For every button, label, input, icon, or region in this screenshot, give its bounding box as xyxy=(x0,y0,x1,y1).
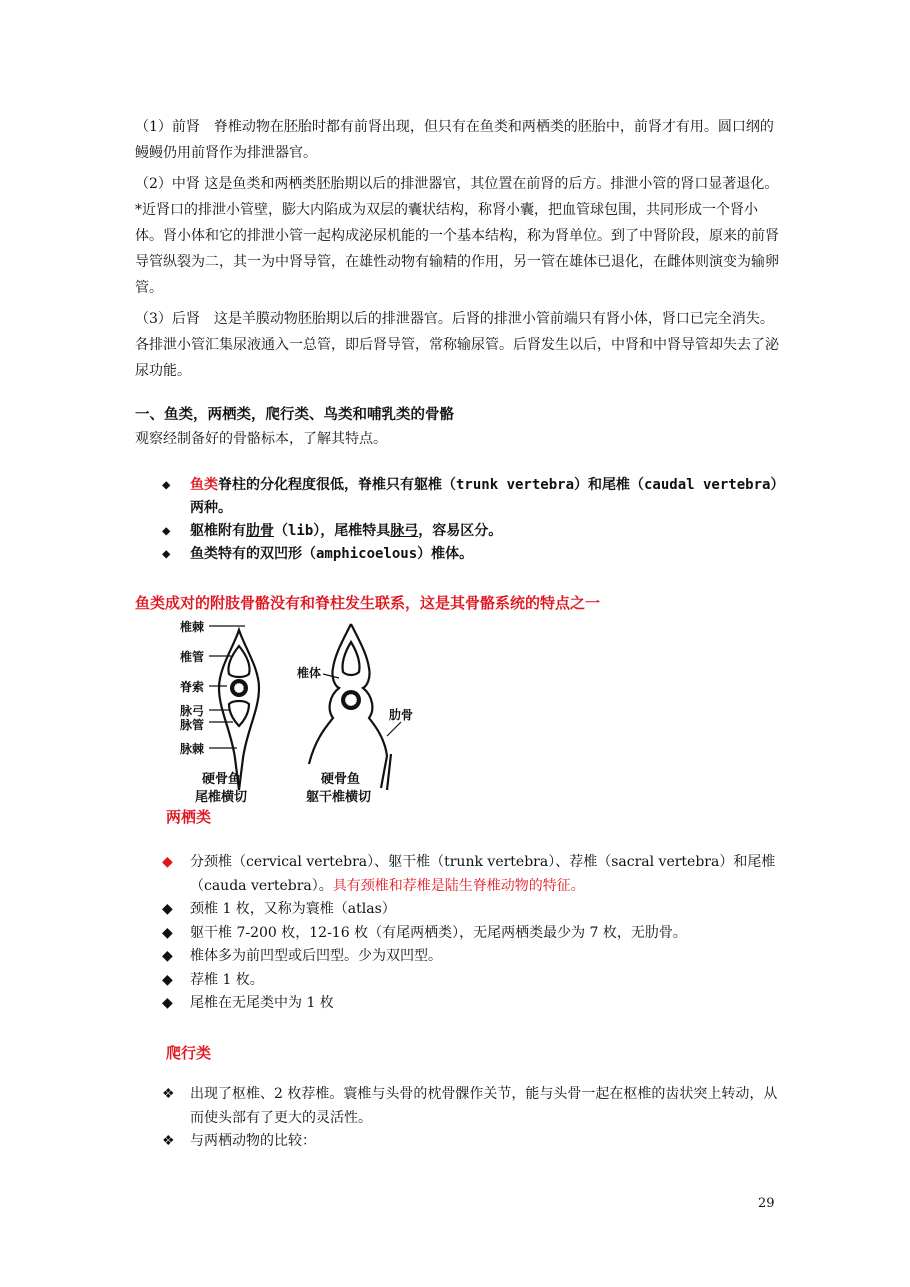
rib-line xyxy=(381,754,391,790)
label-neural-spine: 椎棘 xyxy=(180,620,205,634)
label-notochord: 脊索 xyxy=(180,680,205,694)
haemal-arch-term: 脉弓 xyxy=(390,523,419,539)
fish-bullet-list xyxy=(162,474,782,566)
caption-left-2: 尾椎横切 xyxy=(195,790,248,805)
four-diamond-bullet-icon: ❖ xyxy=(162,1086,175,1102)
reptile-bullet-1-text: 出现了枢椎、2 枚荐椎。寰椎与头骨的枕骨髁作关节，能与头骨一起在枢椎的齿状突上转动，从而使头部有了更大的灵活性。 xyxy=(190,1086,778,1126)
diamond-bullet-icon: ◆ xyxy=(162,477,171,493)
reptile-bullet-list xyxy=(162,1083,782,1154)
fish-bullet-2-part-b: （lib），尾椎特具 xyxy=(274,523,391,539)
amphibian-bullet-6-text: 尾椎在无尾类中为 1 枚 xyxy=(190,995,334,1011)
neural-canal xyxy=(228,646,249,677)
list-item xyxy=(162,474,782,520)
amphibian-bullet-1-highlight: 具有颈椎和荐椎是陆生脊椎动物的特征。 xyxy=(332,877,585,894)
list-item xyxy=(162,898,782,922)
fish-note: 鱼类成对的附肢骨骼没有和脊柱发生联系，这是其骨骼系统的特点之一 xyxy=(135,594,601,612)
paragraph-pronephros: （1）前肾 脊椎动物在胚胎时都有前肾出现，但只有在鱼类和两栖类的胚胎中，前肾才有用。圆口纲的鳗鳗仍用前肾作为排泄器官。 xyxy=(135,119,774,161)
amphibian-heading: 两栖类 xyxy=(166,808,212,826)
caption-right-1: 硬骨鱼 xyxy=(321,772,361,787)
diamond-bullet-icon: ◆ xyxy=(162,948,173,964)
label-haemal-spine: 脉棘 xyxy=(180,742,205,756)
diamond-bullet-icon: ◆ xyxy=(162,924,173,941)
label-rib: 肋骨 xyxy=(389,708,414,722)
amphibian-bullet-list xyxy=(162,851,782,1016)
reptile-bullet-2-text: 与两栖动物的比较： xyxy=(190,1133,316,1149)
list-item xyxy=(162,520,782,543)
fish-bullet-1-text: 脊柱的分化程度很低，脊椎只有躯椎（trunk vertebra）和尾椎（caudal vertebra）两种。 xyxy=(190,477,778,516)
diamond-bullet-icon: ◆ xyxy=(162,523,171,539)
amphibian-bullet-4-text: 椎体多为前凹型或后凹型。少为双凹型。 xyxy=(190,948,442,964)
trunk-neural-canal xyxy=(342,642,359,675)
amphibian-bullet-3-text: 躯干椎 7-200 枚，12-16 枚（有尾两栖类），无尾两栖类最少为 7 枚，无肋骨。 xyxy=(190,924,687,941)
amphibian-bullet-5-text: 荐椎 1 枚。 xyxy=(190,971,264,988)
vertebra-figure xyxy=(175,618,435,806)
fish-bullet-3-text: 鱼类特有的双凹形（amphicoelous）椎体。 xyxy=(190,546,474,562)
notochord-center xyxy=(234,683,244,693)
diamond-bullet-icon: ◆ xyxy=(162,546,171,562)
amphibian-bullet-1-text: 分颈椎（cervical vertebra）、躯干椎（trunk vertebra）、荐椎（sacral vertebra）和尾椎（cauda vertebra）。 xyxy=(190,854,776,894)
section-title: 一、鱼类，两栖类，爬行类、鸟类和哺乳类的骨骼 xyxy=(135,407,454,423)
diamond-bullet-icon: ◆ xyxy=(162,901,173,917)
label-haemal-arch: 脉弓 xyxy=(180,704,205,718)
list-item xyxy=(162,945,782,969)
list-item xyxy=(162,992,782,1016)
fish-bullet-2-part-c: ，容易区分。 xyxy=(418,523,503,539)
label-neural-canal: 椎管 xyxy=(180,650,205,664)
paragraph-metanephros: （3）后肾 这是羊膜动物胚胎期以后的排泄器官。后肾的排泄小管前端只有肾小体，肾口已完全消失。各排泄小管汇集尿液通入一总管，即后肾导管，常称输尿管。后肾发生以后，中肾和中肾导管却失去了泌尿功能。 xyxy=(135,311,779,379)
red-diamond-bullet-icon: ◆ xyxy=(162,854,173,870)
label-haemal-canal: 脉管 xyxy=(180,718,205,732)
caption-left-1: 硬骨鱼 xyxy=(202,772,242,787)
diamond-bullet-icon: ◆ xyxy=(162,971,173,988)
fish-label: 鱼类 xyxy=(190,477,218,493)
list-item xyxy=(162,969,782,993)
list-item xyxy=(162,1083,782,1130)
amphibian-bullet-2-text: 颈椎 1 枚，又称为寰椎（atlas） xyxy=(190,901,396,917)
list-item xyxy=(162,922,782,946)
four-diamond-bullet-icon: ❖ xyxy=(162,1133,175,1149)
trunk-notochord-center xyxy=(345,694,357,706)
section-intro: 观察经制备好的骨骼标本，了解其特点。 xyxy=(135,431,387,447)
list-item xyxy=(162,1130,782,1154)
paragraph-mesonephros: （2）中肾 这是鱼类和两栖类胚胎期以后的排泄器官，其位置在前肾的后方。排泄小管的肾口显著退化。*近肾口的排泄小管壁，膨大内陷成为双层的囊状结构，称肾小囊，把血管球包围，共同形成一个肾小体。肾小体和它的排泄小管一起构成泌尿机能的一个基本结构，称为肾单位。到了中肾阶段，原来的前肾导管纵裂为二，其一为中肾导管，在雄性动物有输精的作用，另一管在雄体已退化，在雌体则演变为输卵管。 xyxy=(135,176,779,296)
label-centrum: 椎体 xyxy=(297,666,322,680)
page-number: 29 xyxy=(758,1196,775,1211)
list-item xyxy=(162,543,782,566)
diamond-bullet-icon: ◆ xyxy=(162,995,173,1011)
list-item xyxy=(162,851,782,898)
rib-term: 肋骨 xyxy=(246,523,274,539)
fish-bullet-2-part-a: 躯椎附有 xyxy=(190,523,246,539)
caption-right-2: 躯干椎横切 xyxy=(306,790,372,805)
reptile-heading: 爬行类 xyxy=(166,1044,212,1062)
